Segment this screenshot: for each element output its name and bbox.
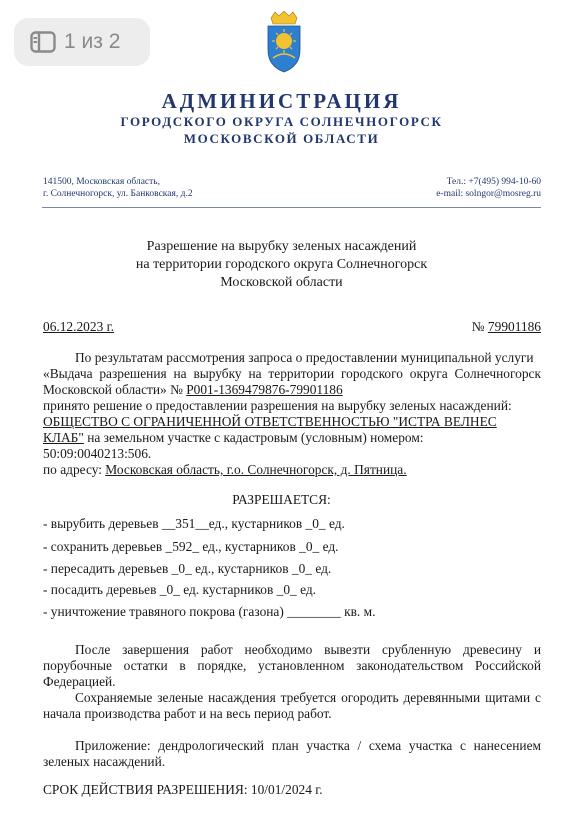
coat-of-arms-icon — [265, 10, 303, 74]
permit-label: - сохранить деревьев — [43, 539, 166, 554]
contact-block — [436, 176, 541, 200]
permit-unit: ед. — [296, 582, 317, 597]
permit-value: _0_ — [276, 582, 297, 597]
document-number — [472, 318, 541, 335]
permit-value: __351__ — [161, 516, 209, 531]
permit-unit: ед. — [319, 539, 339, 554]
permit-unit: ед. — [325, 516, 345, 531]
permit-label: - посадить деревьев — [43, 582, 160, 597]
permit-unit: кв. м. — [340, 604, 376, 619]
title-line-2: на территории городского округа Солнечногорск — [135, 257, 428, 272]
address-line — [43, 461, 407, 478]
plot-address: Московская область, г.о. Солнечногорск, д. Пятница. — [105, 462, 407, 477]
organization-line-1: ОБЩЕСТВО С ОГРАНИЧЕННОЙ ОТВЕТСТВЕННОСТЬЮ "ИСТРА ВЕЛНЕС — [43, 414, 497, 429]
fencing-line-2: начала производства работ и на весь период работ. — [43, 706, 332, 721]
address-block — [43, 176, 193, 200]
number-value: 79901186 — [487, 319, 541, 334]
permit-label: - уничтожение травяного покрова (газона) — [43, 604, 288, 619]
permit-value: _0_ — [291, 561, 312, 576]
permit-label: ед. кустарников — [179, 582, 277, 597]
document-title — [0, 238, 563, 292]
phone: Тел.: +7(495) 994-10-60 — [446, 177, 541, 187]
cadastral-number: 50:09:0040213:506. — [43, 446, 152, 461]
title-line-1: Разрешение на вырубку зеленых насаждений — [146, 239, 417, 254]
page-indicator[interactable] — [14, 18, 150, 66]
header-subtitle-1: ГОРОДСКОГО ОКРУГА СОЛНЕЧНОГОРСК — [120, 114, 443, 129]
permit-label: ед., кустарников — [191, 561, 292, 576]
address-prefix: по адресу: — [43, 462, 106, 477]
permit-item — [43, 560, 331, 577]
permit-item — [43, 581, 316, 598]
body-line-4: принято решение о предоставлении разрешения на вырубку зеленых насаждений: — [43, 398, 512, 413]
date-value: 06.12.2023 г. — [43, 319, 114, 334]
permit-value: _592_ — [165, 539, 200, 554]
permit-label: ед., кустарников — [199, 539, 300, 554]
sidebar-icon — [30, 31, 56, 53]
attachment-line-1: Приложение: дендрологический план участка / схема участка с нанесением — [75, 738, 541, 753]
body-line-3 — [43, 381, 343, 398]
address-line-1: 141500, Московская область, — [43, 177, 161, 187]
permit-value: _0_ — [159, 582, 180, 597]
permit-label: - пересадить деревьев — [43, 561, 172, 576]
header-subtitle-2: МОСКОВСКОЙ ОБЛАСТИ — [183, 131, 380, 146]
permit-item — [43, 515, 345, 532]
organization-name-end: КЛАБ" — [43, 430, 84, 445]
cleanup-line-2: порубочные остатки в порядке, установленном законодательством Российской — [43, 658, 541, 673]
fencing-line-1: Сохраняемые зеленые насаждения требуется огородить деревянными щитами с — [75, 690, 541, 705]
title-line-3: Московской области — [220, 275, 343, 290]
address-line-2: г. Солнечногорск, ул. Банковская, д.2 — [43, 189, 193, 199]
request-number: Р001-1369479876-79901186 — [186, 382, 343, 397]
cleanup-line-1: После завершения работ необходимо вывезти срубленную древесину и — [75, 642, 541, 657]
body-line-2: «Выдача разрешения на вырубку на территории городского округа Солнечногорск — [43, 366, 541, 381]
cleanup-line-3: Федерацией. — [43, 674, 116, 689]
organization-line-2 — [43, 429, 424, 446]
email: e-mail: solngor@mosreg.ru — [436, 189, 541, 199]
number-prefix: № — [471, 319, 488, 334]
land-plot-label: на земельном участке с кадастровым (условным) номером: — [83, 430, 424, 445]
service-label: Московской области» № — [43, 382, 187, 397]
permit-value: _0_ — [305, 516, 326, 531]
document-date — [43, 318, 114, 335]
page-indicator-label: 1 из 2 — [64, 30, 121, 53]
permit-item — [43, 538, 339, 555]
permit-label: - вырубить деревьев — [43, 516, 162, 531]
permits-heading: РАЗРЕШАЕТСЯ: — [232, 492, 331, 507]
validity-period: СРОК ДЕЙСТВИЯ РАЗРЕШЕНИЯ: 10/01/2024 г. — [43, 782, 323, 797]
permit-value: ________ — [287, 604, 341, 619]
header-divider — [42, 207, 541, 208]
permit-label: ед., кустарников — [208, 516, 306, 531]
permit-value: _0_ — [299, 539, 320, 554]
attachment-line-2: зеленых насаждений. — [43, 754, 166, 769]
body-line-1: По результатам рассмотрения запроса о предоставлении муниципальной услуги — [75, 350, 534, 365]
permit-unit: ед. — [311, 561, 332, 576]
header-title: АДМИНИСТРАЦИЯ — [161, 89, 402, 113]
permit-value: _0_ — [171, 561, 192, 576]
permit-item — [43, 603, 375, 620]
